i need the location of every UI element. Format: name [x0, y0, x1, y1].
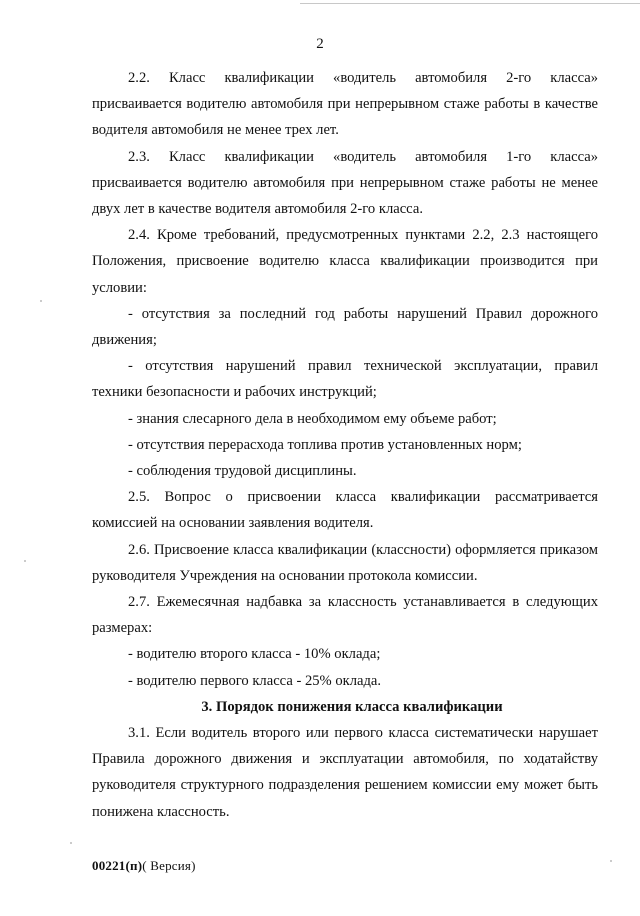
allowances-list — [92, 641, 598, 693]
conditions-list — [92, 301, 598, 484]
scan-speck — [24, 560, 26, 562]
list-item: - отсутствия нарушений правил технической эксплуатации, правил техники безопасности и рабочих инструкций; — [92, 358, 598, 401]
paragraph-2-3: 2.3. Класс квалификации «водитель автомобиля 1-го класса» присваивается водителю автомобиля при непрерывном стаже работы не менее двух лет в качестве водителя автомобиля 2-го класса. — [92, 148, 598, 218]
paragraph-2-4: 2.4. Кроме требований, предусмотренных пунктами 2.2, 2.3 настоящего Положения, присвоение водителю класса квалификации производится при условии: — [92, 227, 598, 296]
paragraph-2-6: 2.6. Присвоение класса квалификации (классности) оформляется приказом руководителя Учреждения на основании протокола комиссии. — [92, 541, 598, 584]
scan-speck — [70, 842, 72, 844]
document-body — [92, 65, 598, 825]
page-number: 2 — [316, 36, 324, 52]
list-item: - соблюдения трудовой дисциплины. — [128, 463, 357, 480]
document-code — [92, 858, 196, 874]
document-version-label: ( Версия) — [142, 858, 196, 873]
list-item: - водителю первого класса - 25% оклада. — [128, 672, 382, 689]
list-item: - отсутствия за последний год работы нарушений Правил дорожного движения; — [92, 305, 598, 349]
paragraph-2-7: 2.7. Ежемесячная надбавка за классность устанавливается в следующих размерах: — [92, 594, 598, 637]
list-item: - отсутствия перерасхода топлива против установленных норм; — [128, 436, 522, 453]
list-item: - водителю второго класса - 10% оклада; — [128, 646, 381, 663]
list-item: - знания слесарного дела в необходимом ему объеме работ; — [128, 410, 497, 427]
paragraph-3-1: 3.1. Если водитель второго или первого класса систематически нарушает Правила дорожного движения и эксплуатации автомобиля, по ходатайству руководителя структурного подразделения решением комиссии ему может быть понижена классность. — [92, 725, 598, 820]
paragraph-2-5: 2.5. Вопрос о присвоении класса квалификации рассматривается комиссией на основании заявления водителя. — [92, 489, 598, 532]
paragraph-2-2: 2.2. Класс квалификации «водитель автомобиля 2-го класса» присваивается водителю автомобиля при непрерывном стаже работы в качестве водителя автомобиля не менее трех лет. — [92, 70, 598, 139]
scan-speck — [40, 300, 42, 302]
document-code-number: 00221(п) — [92, 858, 143, 873]
scan-edge-line — [300, 3, 640, 4]
section-3-heading: 3. Порядок понижения класса квалификации — [201, 698, 503, 715]
scan-speck — [610, 860, 612, 862]
